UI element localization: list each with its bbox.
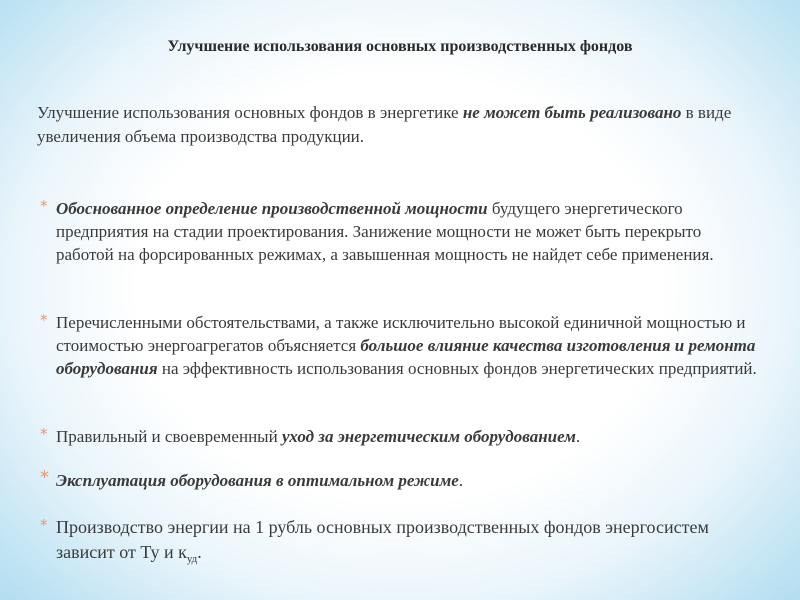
bullet-body-end: . [197, 542, 202, 562]
bullet-text [56, 515, 762, 572]
bullet-text [56, 197, 762, 266]
bullet-item-quality [40, 311, 762, 380]
bullet-item-maintenance [40, 425, 762, 448]
subscript-ud: уд [186, 553, 198, 565]
intro-emphasis: не может быть реализовано [462, 103, 682, 122]
bullet-body-end: . [458, 471, 464, 490]
bullet-body: Правильный и своевременный [56, 427, 282, 446]
intro-text-start: Улучшение использования основных фондов в энергетике [37, 103, 463, 122]
slide-title: Улучшение использования основных производственных фондов [167, 38, 633, 55]
bullet-body: Производство энергии на 1 рубль основных производственных фондов энергосистем зависит от Ту и к [56, 517, 709, 562]
asterisk-bullet-icon: * [40, 311, 48, 329]
bullet-body: Перечисленными обстоятельствами, а также исключительно высокой единичной мощностью и стоимостью энергоагрегатов объясняется [56, 313, 746, 355]
bullet-item-production [40, 515, 762, 572]
bullet-body-end: . [575, 427, 581, 446]
bullet-body: будущего энергетического предприятия на стадии проектирования. Занижение мощности не может быть перекрыто работой на форсированных режимах, а завышенная мощность не найдет себе применения. [56, 199, 714, 264]
asterisk-bullet-icon: * [40, 467, 49, 488]
bullet-emphasis: большое влияние качества изготовления и ремонта оборудования [56, 336, 756, 378]
asterisk-bullet-icon: * [40, 425, 48, 443]
bullet-emphasis: уход за энергетическим оборудованием [281, 427, 576, 446]
bullet-text [56, 311, 762, 380]
bullet-item-capacity [40, 197, 762, 266]
bullet-text [56, 469, 762, 492]
intro-text-end: в виде увеличения объема производства продукции. [37, 103, 732, 146]
bullet-item-operation [40, 469, 762, 492]
asterisk-bullet-icon: * [40, 516, 48, 534]
bullet-body-end: на эффективность использования основных фондов энергетических предприятий. [157, 359, 757, 378]
bullet-text [56, 425, 762, 448]
bullet-emphasis: Обоснованное определение производственной мощности [56, 199, 488, 218]
bullet-emphasis: Эксплуатация оборудования в оптимальном режиме [56, 471, 459, 490]
asterisk-bullet-icon: * [40, 197, 48, 215]
